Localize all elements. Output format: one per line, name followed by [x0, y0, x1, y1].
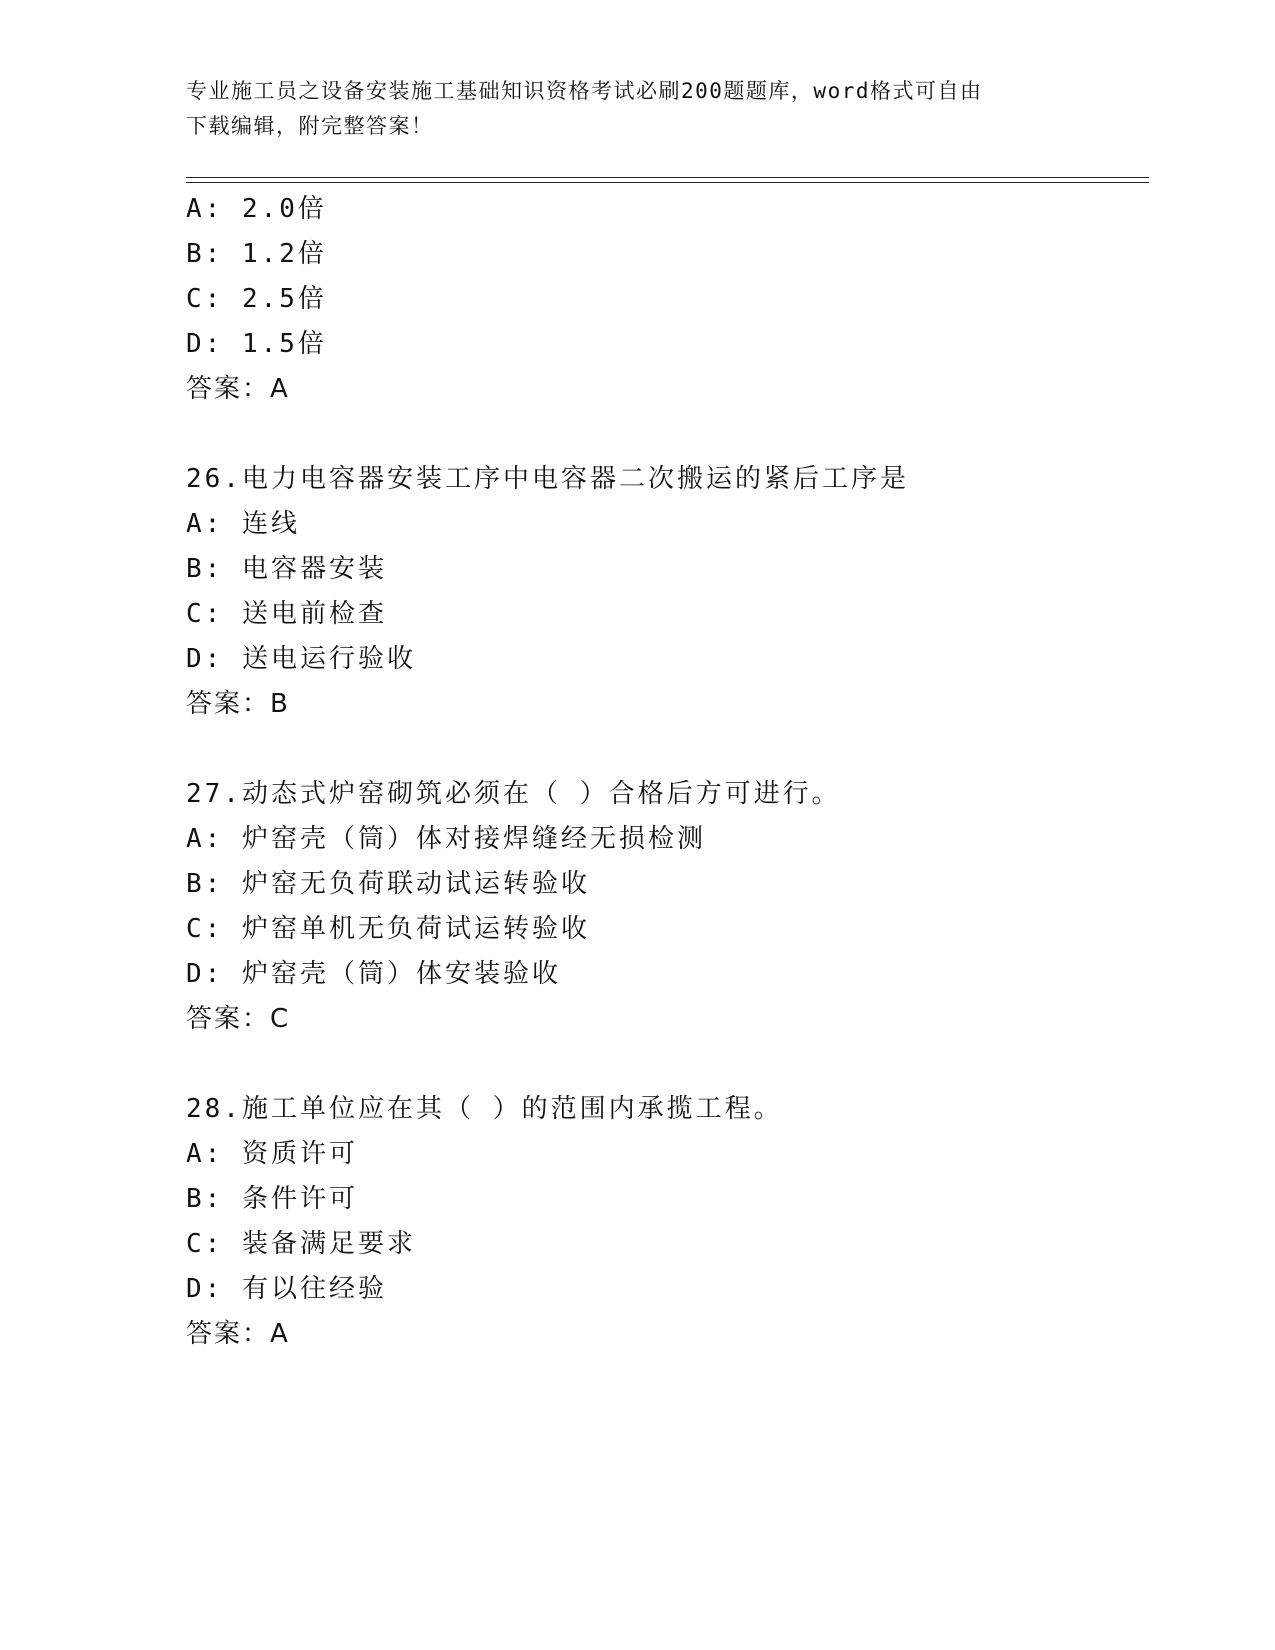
question-title: 27.动态式炉窑砌筑必须在（ ）合格后方可进行。: [186, 779, 841, 809]
option-d: D: 有以往经验: [186, 1274, 387, 1304]
answer-line: 答案：C: [186, 1004, 291, 1034]
question-title: 28.施工单位应在其（ ）的范围内承揽工程。: [186, 1094, 783, 1124]
option-a: A: 2.0倍: [186, 194, 327, 224]
header-title-line-1: 专业施工员之设备安装施工基础知识资格考试必刷200题题库，word格式可自由: [186, 79, 983, 103]
answer-line: 答案：A: [186, 374, 290, 404]
option-c: C: 装备满足要求: [186, 1229, 416, 1259]
option-c: C: 炉窑单机无负荷试运转验收: [186, 914, 590, 944]
option-d: D: 炉窑壳（筒）体安装验收: [186, 959, 561, 989]
option-c: C: 2.5倍: [186, 284, 327, 314]
option-a: A: 连线: [186, 509, 300, 539]
document-header: [186, 74, 1086, 144]
header-title-line-2: 下载编辑，附完整答案！: [186, 114, 434, 138]
option-b: B: 炉窑无负荷联动试运转验收: [186, 869, 590, 899]
header-divider-bottom: [186, 182, 1149, 183]
header-divider-top: [186, 177, 1149, 178]
option-a: A: 炉窑壳（筒）体对接焊缝经无损检测: [186, 824, 706, 854]
option-a: A: 资质许可: [186, 1139, 358, 1169]
option-d: D: 送电运行验收: [186, 644, 416, 674]
option-b: B: 1.2倍: [186, 239, 327, 269]
option-d: D: 1.5倍: [186, 329, 327, 359]
question-title: 26.电力电容器安装工序中电容器二次搬运的紧后工序是: [186, 464, 909, 494]
option-c: C: 送电前检查: [186, 599, 387, 629]
option-b: B: 条件许可: [186, 1184, 358, 1214]
option-b: B: 电容器安装: [186, 554, 387, 584]
answer-line: 答案：B: [186, 689, 290, 719]
answer-line: 答案：A: [186, 1319, 290, 1349]
